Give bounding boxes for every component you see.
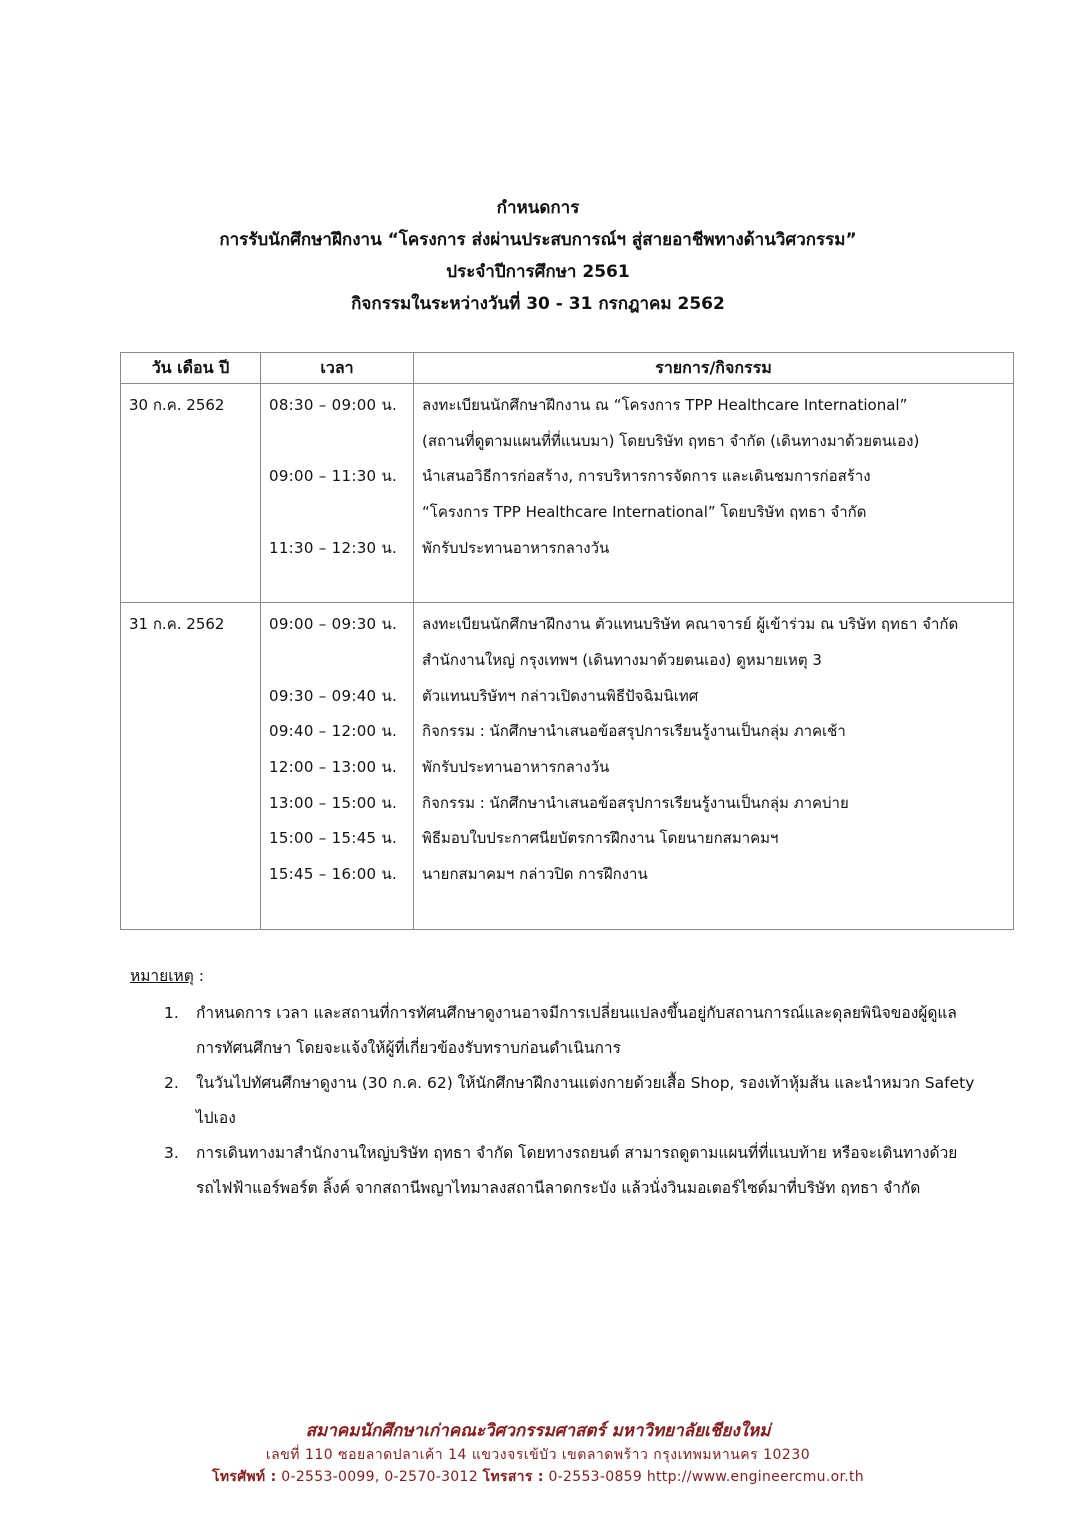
activity-dates: กิจกรรมในระหว่างวันที่ 30 - 31 กรกฎาคม 2562: [351, 294, 725, 314]
activity-line: กิจกรรม : นักศึกษานำเสนอข้อสรุปการเรียนรู้งานเป็นกลุ่ม ภาคบ่าย: [422, 793, 849, 812]
day2-date: 31 ก.ค. 2562: [121, 603, 261, 929]
phone-numbers: 0-2553-0099, 0-2570-3012: [276, 1469, 483, 1485]
header-time: เวลา: [261, 353, 414, 384]
note-text: ในวันไปทัศนศึกษาดูงาน (30 ก.ค. 62) ให้นักศึกษาฝึกงานแต่งกายด้วยเสื้อ Shop, รองเท้าหุ้มส้น และนำหมวก Safety: [196, 1074, 975, 1092]
website-link[interactable]: http://www.engineercmu.or.th: [646, 1469, 864, 1485]
day1-times: [261, 384, 414, 603]
organization-address: เลขที่ 110 ซอยลาดปลาเค้า 14 แขวงจรเข้บัว เขตลาดพร้าว กรุงเทพมหานคร 10230: [265, 1447, 811, 1463]
note-text: กำหนดการ เวลา และสถานที่การทัศนศึกษาดูงานอาจมีการเปลี่ยนแปลงขึ้นอยู่กับสถานการณ์และดุลยพินิจของผู้ดูแล: [196, 1004, 957, 1022]
note-text: การทัศนศึกษา โดยจะแจ้งให้ผู้ที่เกี่ยวข้องรับทราบก่อนดำเนินการ: [196, 1039, 621, 1057]
day2-times: [261, 603, 414, 929]
time-slot: 11:30 – 12:30 น.: [269, 538, 398, 557]
time-slot: 12:00 – 13:00 น.: [269, 758, 398, 776]
table-header-row: [121, 353, 1014, 384]
header-activity: รายการ/กิจกรรม: [414, 353, 1014, 384]
activity-line: “โครงการ TPP Healthcare International” โดยบริษัท ฤทธา จำกัด: [422, 503, 867, 522]
activity-line: ลงทะเบียนนักศึกษาฝึกงาน ตัวแทนบริษัท คณาจารย์ ผู้เข้าร่วม ณ บริษัท ฤทธา จำกัด: [422, 615, 959, 634]
time-slot: 09:30 – 09:40 น.: [269, 686, 398, 705]
time-slot: 08:30 – 09:00 น.: [269, 396, 398, 414]
time-slot: [269, 495, 405, 531]
note-text: ไปเอง: [196, 1109, 236, 1127]
time-slot: [269, 424, 405, 460]
table-row-day2: [121, 603, 1014, 929]
time-slot: 13:00 – 15:00 น.: [269, 793, 398, 812]
program-title: การรับนักศึกษาฝึกงาน “โครงการ ส่งผ่านประสบการณ์ฯ สู่สายอาชีพทางด้านวิศวกรรม”: [219, 230, 857, 250]
notes-heading: [130, 962, 1010, 990]
time-slot: 09:00 – 11:30 น.: [269, 467, 398, 486]
table-row-day1: [121, 384, 1014, 603]
time-slot: 09:00 – 09:30 น.: [269, 615, 398, 634]
academic-year: ประจำปีการศึกษา 2561: [446, 262, 630, 282]
notes-title: หมายเหตุ: [130, 967, 194, 985]
spacer: [422, 893, 1005, 929]
activity-line: ลงทะเบียนนักศึกษาฝึกงาน ณ “โครงการ TPP Healthcare International”: [422, 396, 908, 414]
notes-title-suffix: :: [193, 967, 204, 985]
activity-line: ตัวแทนบริษัทฯ กล่าวเปิดงานพิธีปัจฉิมนิเทศ: [422, 686, 699, 705]
note-number: 3.: [164, 1144, 179, 1162]
activity-line: นายกสมาคมฯ กล่าวปิด การฝึกงาน: [422, 865, 648, 884]
organization-contact: [0, 1466, 1076, 1488]
notes-section: [130, 962, 1010, 1206]
note-item: [130, 996, 1010, 1066]
activity-line: พิธีมอบใบประกาศนียบัตรการฝึกงาน โดยนายกสมาคมฯ: [422, 829, 779, 848]
note-number: 2.: [164, 1074, 179, 1092]
header-date: วัน เดือน ปี: [121, 353, 261, 384]
day1-date: 30 ก.ค. 2562: [121, 384, 261, 603]
spacer: [269, 893, 405, 929]
time-slot: 15:00 – 15:45 น.: [269, 829, 398, 848]
time-slot: 09:40 – 12:00 น.: [269, 722, 398, 741]
letterhead-footer: [0, 1418, 1076, 1488]
activity-line: กิจกรรม : นักศึกษานำเสนอข้อสรุปการเรียนรู้งานเป็นกลุ่ม ภาคเช้า: [422, 722, 846, 741]
activity-line: สำนักงานใหญ่ กรุงเทพฯ (เดินทางมาด้วยตนเอง) ดูหมายเหตุ 3: [422, 650, 822, 669]
activity-line: (สถานที่ดูตามแผนที่ที่แนบมา) โดยบริษัท ฤทธา จำกัด (เดินทางมาด้วยตนเอง): [422, 431, 920, 450]
organization-name: สมาคมนักศึกษาเก่าคณะวิศวกรรมศาสตร์ มหาวิทยาลัยเชียงใหม่: [305, 1421, 771, 1441]
activity-line: นำเสนอวิธีการก่อสร้าง, การบริหารการจัดการ และเดินชมการก่อสร้าง: [422, 467, 871, 486]
document-header: [0, 192, 1076, 320]
note-text: การเดินทางมาสำนักงานใหญ่บริษัท ฤทธา จำกัด โดยทางรถยนต์ สามารถดูตามแผนที่ที่แนบท้าย หรือจะเดินทางด้วย: [196, 1144, 958, 1162]
spacer: [269, 566, 405, 602]
phone-label: โทรศัพท์ :: [212, 1469, 277, 1485]
time-slot: [269, 643, 405, 679]
fax-label: โทรสาร :: [482, 1469, 544, 1485]
note-item: [130, 1066, 1010, 1136]
spacer: [422, 567, 1005, 603]
activity-line: พักรับประทานอาหารกลางวัน: [422, 538, 610, 557]
day1-activities: [414, 384, 1014, 603]
schedule-title: กำหนดการ: [496, 198, 580, 218]
time-slot: 15:45 – 16:00 น.: [269, 865, 398, 884]
notes-list: [130, 996, 1010, 1206]
note-item: [130, 1136, 1010, 1206]
note-number: 1.: [164, 1004, 179, 1022]
fax-number: 0-2553-0859: [543, 1469, 647, 1485]
activity-line: พักรับประทานอาหารกลางวัน: [422, 758, 610, 777]
schedule-table: [120, 352, 1014, 930]
note-text: รถไฟฟ้าแอร์พอร์ต ลิ้งค์ จากสถานีพญาไทมาลงสถานีลาดกระบัง แล้วนั่งวินมอเตอร์ไซด์มาที่บริษัท ฤทธา จำกัด: [196, 1179, 921, 1197]
day2-activities: [414, 603, 1014, 929]
